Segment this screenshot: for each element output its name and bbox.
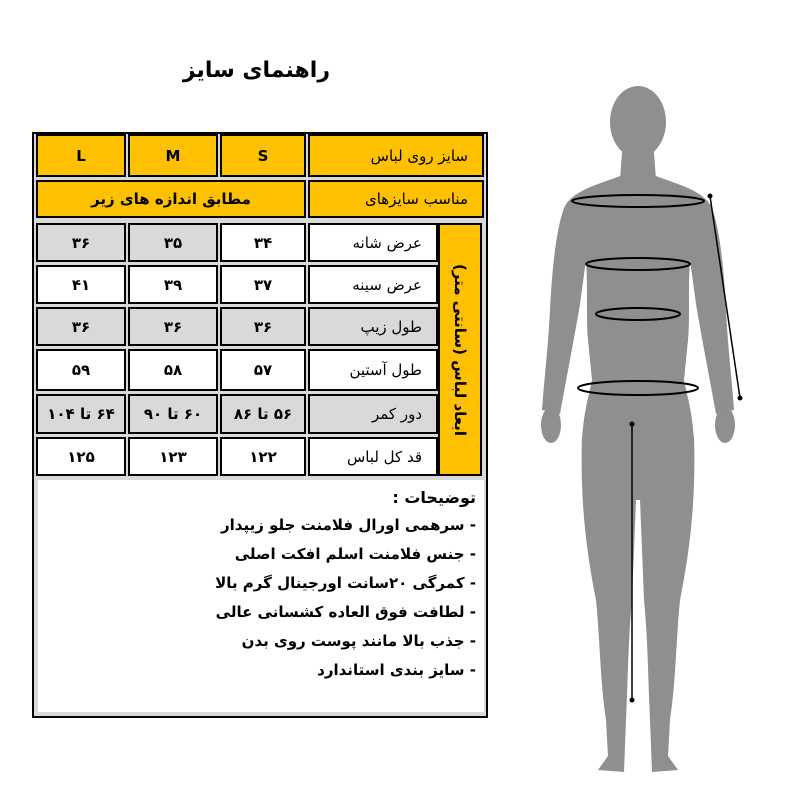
cell-sleeve-l: ۵۹	[36, 349, 126, 391]
cell-waist-s: ۵۶ تا ۸۶	[220, 394, 306, 434]
row-label-waist: دور کمر	[308, 394, 438, 434]
size-header-l: L	[36, 134, 126, 177]
note-item: - سایز بندی استاندارد	[317, 661, 476, 679]
cell-waist-m: ۶۰ تا ۹۰	[128, 394, 218, 434]
fit-label: مناسب سایزهای	[308, 180, 484, 218]
note-item: - جذب بالا مانند پوست روی بدن	[241, 632, 476, 650]
figure-head	[610, 86, 666, 158]
page-title: راهنمای سایز	[182, 58, 330, 83]
cell-chest-m: ۳۹	[128, 265, 218, 304]
cell-chest-l: ۴۱	[36, 265, 126, 304]
cell-zipper-l: ۳۶	[36, 307, 126, 346]
cell-length-l: ۱۲۵	[36, 437, 126, 476]
cell-waist-l: ۶۴ تا ۱۰۴	[36, 394, 126, 434]
cell-zipper-s: ۳۶	[220, 307, 306, 346]
row-label-zipper: طول زیپ	[308, 307, 438, 346]
fit-value: مطابق اندازه های زیر	[36, 180, 306, 218]
note-item: - جنس فلامنت اسلم افکت اصلی	[234, 545, 476, 563]
cell-length-m: ۱۲۳	[128, 437, 218, 476]
note-item: - سرهمی اورال فلامنت جلو زیپدار	[221, 516, 476, 534]
row-label-sleeve: طول آستین	[308, 349, 438, 391]
notes-box	[38, 480, 484, 712]
cell-zipper-m: ۳۶	[128, 307, 218, 346]
row-label-chest: عرض سینه	[308, 265, 438, 304]
cell-sleeve-s: ۵۷	[220, 349, 306, 391]
row-label-shoulder: عرض شانه	[308, 223, 438, 262]
figure-right-hand	[715, 407, 735, 443]
dimensions-label: ابعاد لباس (سانتی متر)	[438, 223, 482, 476]
cell-shoulder-s: ۳۴	[220, 223, 306, 262]
cell-shoulder-m: ۳۵	[128, 223, 218, 262]
size-header-s: S	[220, 134, 306, 177]
body-silhouette-figure	[530, 80, 750, 800]
size-label-header: سایز روی لباس	[308, 134, 484, 177]
size-header-m: M	[128, 134, 218, 177]
figure-legs	[582, 436, 695, 772]
row-label-length: قد کل لباس	[308, 437, 438, 476]
figure-neck	[620, 152, 656, 180]
cell-sleeve-m: ۵۸	[128, 349, 218, 391]
cell-chest-s: ۳۷	[220, 265, 306, 304]
cell-shoulder-l: ۳۶	[36, 223, 126, 262]
note-item: - لطافت فوق العاده کشسانی عالی	[215, 603, 476, 621]
note-item: - کمرگی ۲۰سانت اورجینال گرم بالا	[215, 574, 476, 592]
figure-left-hand	[541, 407, 561, 443]
cell-length-s: ۱۲۲	[220, 437, 306, 476]
notes-heading: توضیحات :	[392, 488, 476, 507]
